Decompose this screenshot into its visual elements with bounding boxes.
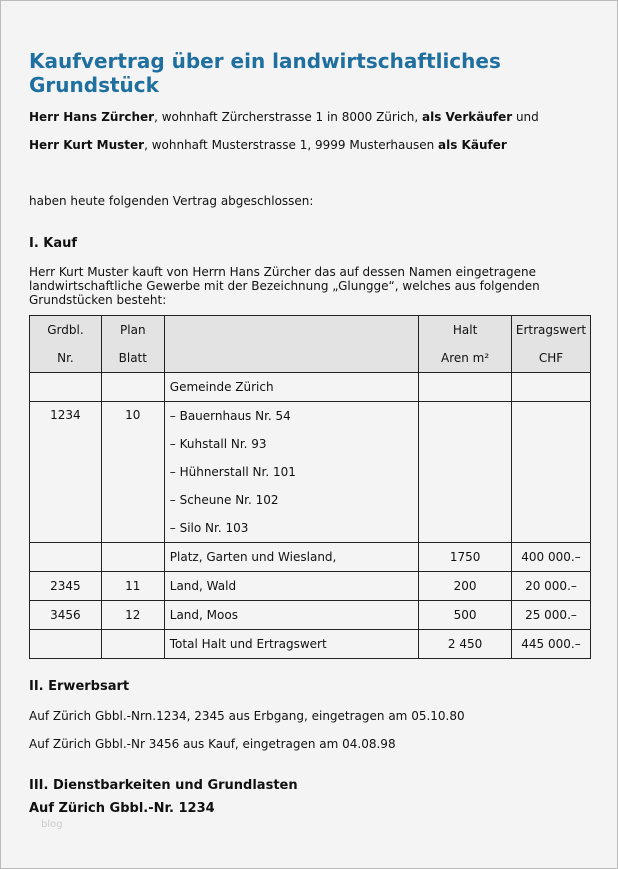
seller-name: Herr Hans Zürcher	[29, 110, 155, 124]
table-header-cell	[30, 316, 102, 373]
description-line: Platz, Garten und Wiesland,	[169, 550, 337, 564]
cell-wert: 400 000.–	[511, 543, 590, 572]
header-text: Ertragswert	[515, 323, 587, 337]
paragraph-line: Herr Kurt Muster kauft von Herrn Hans Zürcher das auf dessen Namen eingetragene	[29, 265, 536, 279]
table-header-cell	[101, 316, 164, 373]
table-row	[30, 373, 591, 402]
header-text	[165, 344, 418, 372]
header-text: Plan	[120, 323, 146, 337]
cell-halt	[419, 402, 512, 543]
seller-line	[29, 110, 539, 124]
description-line: – Scheune Nr. 102	[169, 493, 279, 507]
table-header-cell	[419, 316, 512, 373]
buyer-role: als Käufer	[438, 138, 507, 152]
cell-halt: 2 450	[419, 630, 512, 659]
cell-nr: 3456	[30, 601, 102, 630]
watermark: blog	[41, 819, 63, 830]
buyer-name: Herr Kurt Muster	[29, 138, 145, 152]
description-line: – Kuhstall Nr. 93	[169, 437, 267, 451]
table-header-row	[30, 316, 591, 373]
cell-desc	[164, 601, 418, 630]
description-line: – Hühnerstall Nr. 101	[169, 465, 296, 479]
cell-wert: 20 000.–	[511, 572, 590, 601]
cell-blatt: 12	[101, 601, 164, 630]
buyer-address: , wohnhaft Musterstrasse 1, 9999 Musterhausen	[144, 138, 439, 152]
description-line: Total Halt und Ertragswert	[169, 637, 327, 651]
description-line: – Bauernhaus Nr. 54	[169, 409, 291, 423]
cell-halt	[419, 373, 512, 402]
kauf-paragraph	[29, 265, 540, 307]
cell-desc	[164, 402, 418, 543]
cell-desc	[164, 543, 418, 572]
property-table	[29, 315, 591, 659]
cell-desc	[164, 572, 418, 601]
seller-tail: und	[512, 110, 539, 124]
buyer-line	[29, 138, 507, 152]
table-row	[30, 543, 591, 572]
seller-address: , wohnhaft Zürcherstrasse 1 in 8000 Zürich,	[154, 110, 423, 124]
header-text: Nr.	[57, 351, 74, 365]
cell-nr: 2345	[30, 572, 102, 601]
cell-blatt	[101, 543, 164, 572]
cell-wert	[511, 373, 590, 402]
table-header-cell	[164, 316, 418, 373]
erwerbsart-line: Auf Zürich Gbbl.-Nr 3456 aus Kauf, eingetragen am 04.08.98	[29, 737, 396, 751]
description-line: Gemeinde Zürich	[169, 380, 274, 394]
cell-desc	[164, 373, 418, 402]
cell-blatt	[101, 373, 164, 402]
paragraph-line: landwirtschaftliche Gewerbe mit der Bezeichnung „Glungge“, welches aus folgenden	[29, 279, 540, 293]
cell-nr	[30, 543, 102, 572]
description-line: – Silo Nr. 103	[169, 521, 249, 535]
description-line: Land, Moos	[169, 608, 238, 622]
header-text: Halt	[452, 323, 478, 337]
cell-halt: 500	[419, 601, 512, 630]
table-row	[30, 402, 591, 543]
intro-text: haben heute folgenden Vertrag abgeschlossen:	[29, 194, 314, 208]
section-heading-dienstbarkeiten: III. Dienstbarkeiten und Grundlasten	[29, 778, 298, 793]
table-row	[30, 572, 591, 601]
description-line: Land, Wald	[169, 579, 237, 593]
cell-blatt: 10	[101, 402, 164, 543]
document-title: Kaufvertrag über ein landwirtschaftliches Grundstück	[29, 49, 501, 97]
table-row	[30, 601, 591, 630]
header-text: Aren m²	[440, 351, 490, 365]
cell-wert: 25 000.–	[511, 601, 590, 630]
header-text	[165, 316, 418, 344]
cell-nr	[30, 373, 102, 402]
seller-role: als Verkäufer	[422, 110, 513, 124]
dienstbarkeiten-subheading: Auf Zürich Gbbl.-Nr. 1234	[29, 801, 215, 816]
cell-wert	[511, 402, 590, 543]
cell-halt: 200	[419, 572, 512, 601]
cell-wert: 445 000.–	[511, 630, 590, 659]
cell-blatt: 11	[101, 572, 164, 601]
cell-nr	[30, 630, 102, 659]
cell-nr: 1234	[30, 402, 102, 543]
header-text: Blatt	[118, 351, 147, 365]
header-text: Grdbl.	[47, 323, 84, 337]
section-heading-erwerbsart: II. Erwerbsart	[29, 679, 130, 694]
paragraph-line: Grundstücken besteht:	[29, 293, 167, 307]
cell-halt: 1750	[419, 543, 512, 572]
section-heading-kauf: I. Kauf	[29, 236, 78, 251]
table-row	[30, 630, 591, 659]
erwerbsart-line: Auf Zürich Gbbl.-Nrn.1234, 2345 aus Erbgang, eingetragen am 05.10.80	[29, 709, 465, 723]
table-header-cell	[511, 316, 590, 373]
cell-blatt	[101, 630, 164, 659]
header-text: CHF	[538, 351, 564, 365]
cell-desc	[164, 630, 418, 659]
